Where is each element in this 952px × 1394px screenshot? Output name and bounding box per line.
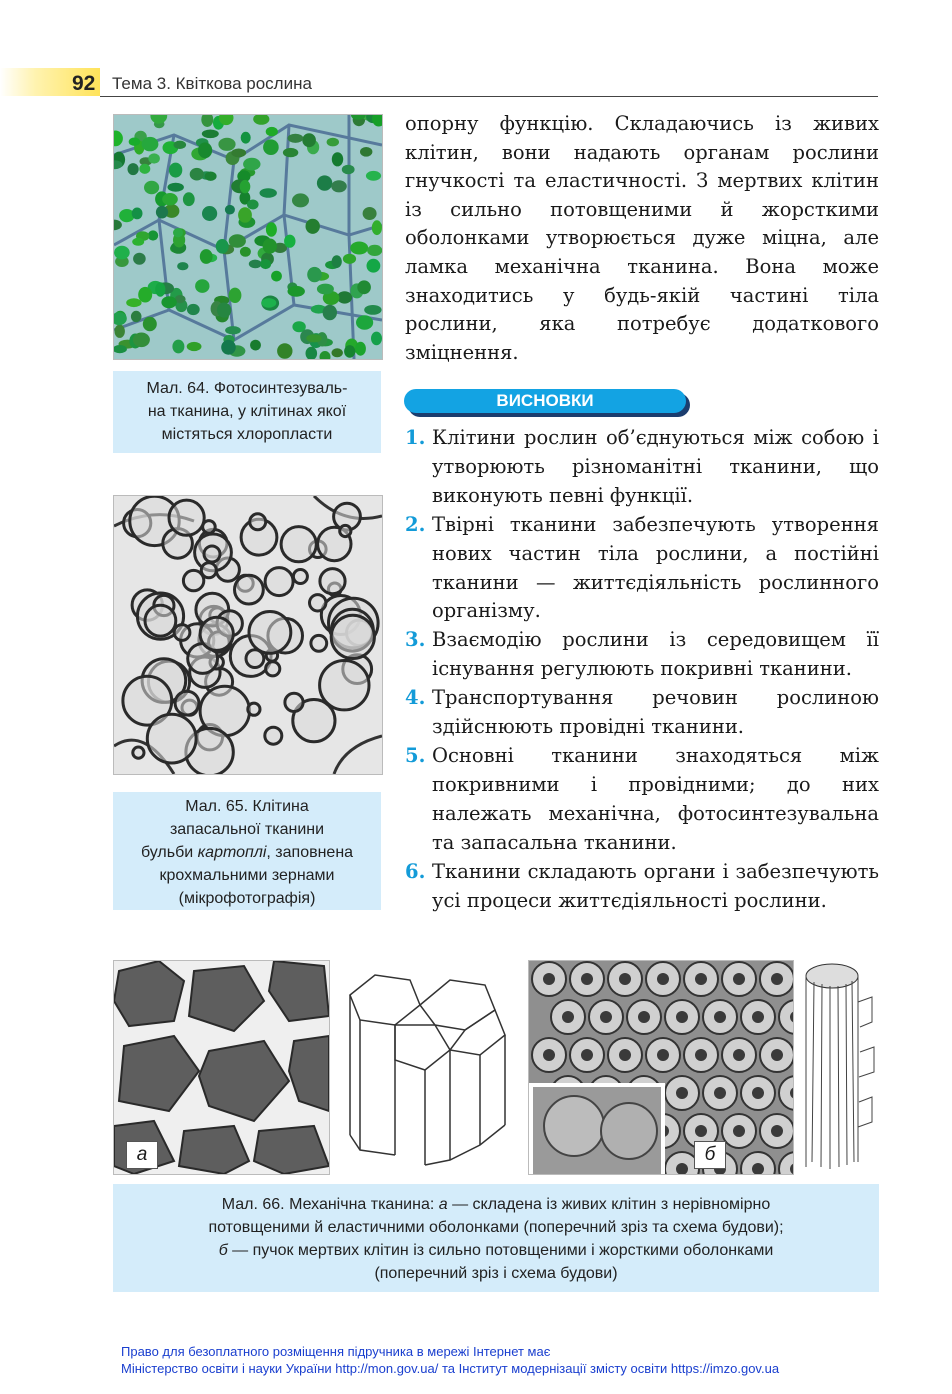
chloroplast (288, 286, 305, 297)
starch-grain (133, 747, 144, 758)
starch-grain (145, 605, 176, 636)
chloroplast (363, 207, 377, 220)
starch-grain (331, 615, 374, 658)
chloroplast (177, 262, 188, 270)
chloroplast (243, 158, 260, 171)
chloroplast (266, 222, 277, 236)
item-number: 3. (405, 628, 426, 652)
chloroplast (131, 311, 142, 322)
fiber-lumen (676, 1087, 688, 1099)
chloroplast (187, 304, 200, 315)
caption-text: — складена із живих клітин з нерівномірно (447, 1196, 771, 1213)
chloroplast (366, 171, 381, 181)
chloroplast (306, 334, 322, 342)
figure-label-b: б (694, 1141, 726, 1169)
chloroplast (371, 332, 382, 346)
chloroplast (187, 342, 202, 351)
starch-grain (175, 691, 199, 715)
chloroplast (266, 127, 278, 136)
chloroplast (229, 234, 246, 247)
chloroplast (229, 288, 242, 303)
caption-italic: б (218, 1242, 228, 1259)
item-text: Тканини складають органи і забезпечують усі процеси життєдіяльності рослини. (432, 859, 879, 912)
fiber-lumen (733, 1049, 745, 1061)
starch-grain (320, 661, 369, 710)
chloroplast (355, 342, 366, 356)
footer-line: Міністерство освіти і науки України http://mon.gov.ua/ та Інститут модернізації змісту освіти https://imzo.gov.ua (121, 1361, 780, 1376)
chloroplast (307, 267, 322, 282)
chloroplast (288, 134, 304, 143)
chloroplast (344, 345, 355, 358)
fiber-lumen (543, 973, 555, 985)
starch-grain (281, 527, 316, 562)
chloroplast (247, 200, 259, 210)
caption-line: потовщеними й еластичними оболонками (поперечний зріз та схема будови); (208, 1219, 784, 1236)
figure-65-caption (113, 792, 381, 910)
fiber-lumen (562, 1011, 574, 1023)
chloroplast (161, 296, 176, 308)
chloroplast (128, 163, 139, 175)
chloroplast (172, 340, 184, 354)
fiber-lumen (676, 1011, 688, 1023)
chloroplast (129, 138, 140, 146)
chloroplast (260, 188, 277, 198)
header-divider (100, 96, 878, 97)
starch-grain (169, 500, 204, 535)
chloroplast (173, 228, 183, 237)
caption-line (113, 1239, 879, 1262)
fiber-lumen (600, 1011, 612, 1023)
starch-grain (249, 612, 291, 654)
chloroplast (263, 239, 277, 254)
chloroplast (155, 282, 165, 296)
chloroplast (217, 303, 231, 318)
chloroplast (327, 138, 339, 147)
fiber-lumen (619, 1049, 631, 1061)
item-text: Твірні тканини забезпечують утворення нових частин тіла рослини, а постійні тканини — життєдіяльність рослинного організму. (432, 512, 879, 623)
fiber-lumen (581, 973, 593, 985)
chloroplast (143, 317, 157, 331)
chloroplast (249, 260, 262, 269)
figure-65-image (113, 495, 383, 775)
chloroplast (218, 138, 235, 151)
chloroplast (332, 152, 343, 166)
starch-grain (311, 635, 327, 651)
chloroplast (195, 279, 209, 293)
caption-line (113, 1184, 879, 1216)
figure-66a-micrograph (113, 960, 330, 1175)
caption-text: — пучок мертвих клітин із сильно потовщеними і жорсткими оболонками (227, 1242, 774, 1259)
starch-grain (265, 727, 282, 744)
footer-notice (121, 1343, 779, 1377)
item-number: 1. (405, 426, 426, 449)
fiber-lumen (733, 1125, 745, 1137)
caption-italic: а (438, 1196, 448, 1213)
chloroplast (156, 206, 168, 219)
fiber-lumen (581, 1049, 593, 1061)
starch-grain (320, 569, 345, 594)
list-item (405, 511, 879, 627)
chloroplast (162, 193, 178, 205)
fiber-lumen (752, 1087, 764, 1099)
chloroplast (367, 245, 382, 256)
chloroplast (144, 181, 159, 195)
chloroplast (183, 192, 195, 206)
chloroplast (261, 298, 276, 308)
fiber-lumen (752, 1011, 764, 1023)
chloroplast (360, 147, 372, 157)
chloroplast (174, 141, 187, 149)
caption-line: (поперечний зріз і схема будови) (374, 1265, 618, 1282)
chloroplast (250, 340, 261, 351)
chloroplast (133, 253, 146, 265)
list-item (405, 626, 879, 684)
chloroplast (138, 287, 152, 303)
chloroplast (240, 180, 251, 193)
conclusions-badge (404, 389, 686, 413)
starch-grain (293, 570, 307, 584)
chloroplast (231, 149, 246, 158)
fiber-lumen (714, 1011, 726, 1023)
fiber-lumen (695, 973, 707, 985)
chloroplast (332, 255, 342, 268)
chloroplast (205, 172, 217, 181)
item-text: Транспортування речовин рослиною здійснюють провідні тканини. (432, 686, 879, 739)
chloroplast (367, 259, 381, 273)
fiber-lumen (638, 1011, 650, 1023)
starch-grain (235, 575, 264, 604)
chloroplast (277, 343, 292, 358)
fiber-lumen (771, 973, 783, 985)
chloroplast (302, 133, 316, 147)
figure-64-caption: Мал. 64. Фотосинтезуваль- на тканина, у клітинах якої містяться хлоропласти (113, 371, 381, 453)
figure-65-caption-text-end: , заповнена крохмальними зернами (мікрофотографія) (159, 844, 354, 907)
starch-grain (201, 563, 216, 578)
fiber-lumen (657, 1049, 669, 1061)
chloroplast (240, 247, 251, 257)
fiber-lumen (733, 973, 745, 985)
list-item (405, 742, 879, 858)
chloroplast (317, 175, 332, 190)
section-title: Тема 3. Квіткова рослина (112, 74, 312, 93)
chloroplast (306, 219, 320, 234)
figure-64-image (113, 114, 383, 360)
list-item (405, 424, 879, 511)
chloroplast (114, 246, 130, 260)
chloroplast (271, 271, 282, 282)
fiber-lumen (695, 1125, 707, 1137)
chloroplast (357, 280, 371, 294)
chloroplast (364, 305, 381, 315)
chloroplast (356, 315, 373, 329)
chloroplast (148, 153, 160, 163)
chloroplast (148, 230, 158, 240)
chloroplast (283, 148, 298, 157)
item-text: Клітини рослин об’єднуються між собою і утворюють різноманітні тканини, що виконують певні функції. (432, 426, 879, 507)
chloroplast (323, 305, 337, 321)
chloroplast (168, 183, 184, 192)
caption-text: Мал. 66. Механічна тканина: (221, 1196, 439, 1213)
chloroplast (200, 249, 213, 264)
starch-grain (265, 568, 293, 596)
chloroplast (292, 193, 309, 207)
chloroplast (372, 220, 382, 235)
starch-grain (174, 625, 190, 641)
fiber-lumen (771, 1125, 783, 1137)
starch-grain (147, 714, 196, 763)
chloroplast (132, 238, 144, 246)
chloroplast (198, 142, 212, 158)
item-number: 4. (405, 686, 426, 710)
chloroplast (332, 348, 343, 357)
item-number: 2. (405, 512, 426, 536)
chloroplast (216, 239, 229, 254)
starch-grain (250, 514, 266, 530)
fiber-lumen (619, 973, 631, 985)
chloroplast (225, 326, 241, 334)
figure-66a-schema (340, 965, 510, 1173)
list-item (405, 684, 879, 742)
fiber-lumen (657, 973, 669, 985)
item-text: Основні тканини знаходяться між покривними і провідними; до них належать механічна, фотосинтезувальна та запасальна тканини. (432, 743, 879, 854)
figure-65-caption-text: Мал. 65. Клітина запасальної тканини бульби (140, 798, 325, 861)
chloroplast (202, 130, 219, 139)
chloroplast (142, 137, 159, 151)
starch-grain (200, 617, 233, 650)
starch-grain (204, 546, 220, 562)
chloroplast (133, 333, 150, 348)
chloroplast (190, 168, 204, 181)
chloroplast (139, 164, 150, 174)
chloroplast (241, 132, 251, 144)
starch-grain (203, 521, 216, 534)
figure-label-a: а (126, 1141, 158, 1169)
chloroplast (225, 205, 235, 215)
list-item (405, 858, 879, 916)
fiber-lumen (543, 1049, 555, 1061)
chloroplast (342, 165, 355, 175)
chloroplast (238, 207, 252, 223)
chloroplast (115, 325, 125, 338)
chloroplast (331, 180, 347, 192)
item-number: 5. (405, 743, 426, 767)
item-text: Взаємодію рослини із середовищем її існування регулюють покривні тканини. (432, 628, 879, 681)
conclusions-list (405, 424, 879, 915)
chloroplast (169, 163, 182, 178)
chloroplast (132, 208, 143, 220)
starch-grain (266, 662, 280, 676)
starch-grain (340, 525, 351, 536)
starch-grain (248, 703, 260, 715)
conclusions-title: ВИСНОВКИ (404, 389, 686, 413)
starch-grain (310, 595, 326, 611)
chloroplast (202, 206, 217, 221)
fiber-lumen (714, 1087, 726, 1099)
chloroplast (284, 235, 295, 248)
starch-grain (285, 693, 303, 711)
body-paragraph: опорну функцію. Складаючись із живих клітин, вони надають органам рослини гнучкості та еластичності. З мертвих клітин із сильно потовщеними й жорсткими оболонками утворюється дуже міцна, але ламка механічна тканина. Вона може знаходитись у будь-якій частині тіла рослини, яка потребує додаткового зміцнення. (405, 112, 879, 364)
fiber-lumen (695, 1049, 707, 1061)
page-number: 92 (72, 72, 96, 95)
chloroplast (126, 298, 141, 307)
chloroplast (343, 254, 356, 264)
chloroplast (221, 340, 236, 355)
chloroplast (350, 242, 368, 255)
figure-65-caption-italic: картоплі (197, 844, 267, 861)
figure-66b-schema (800, 962, 878, 1173)
figure-66b-micrograph (528, 960, 794, 1175)
chloroplast (317, 284, 334, 295)
chloroplast (263, 139, 279, 155)
footer-line: Право для безоплатного розміщення підручника в мережі Інтернет має (121, 1344, 551, 1359)
fiber-lumen (771, 1049, 783, 1061)
chloroplast (260, 259, 271, 269)
item-number: 6. (405, 859, 426, 883)
figure-66-caption (113, 1184, 879, 1292)
